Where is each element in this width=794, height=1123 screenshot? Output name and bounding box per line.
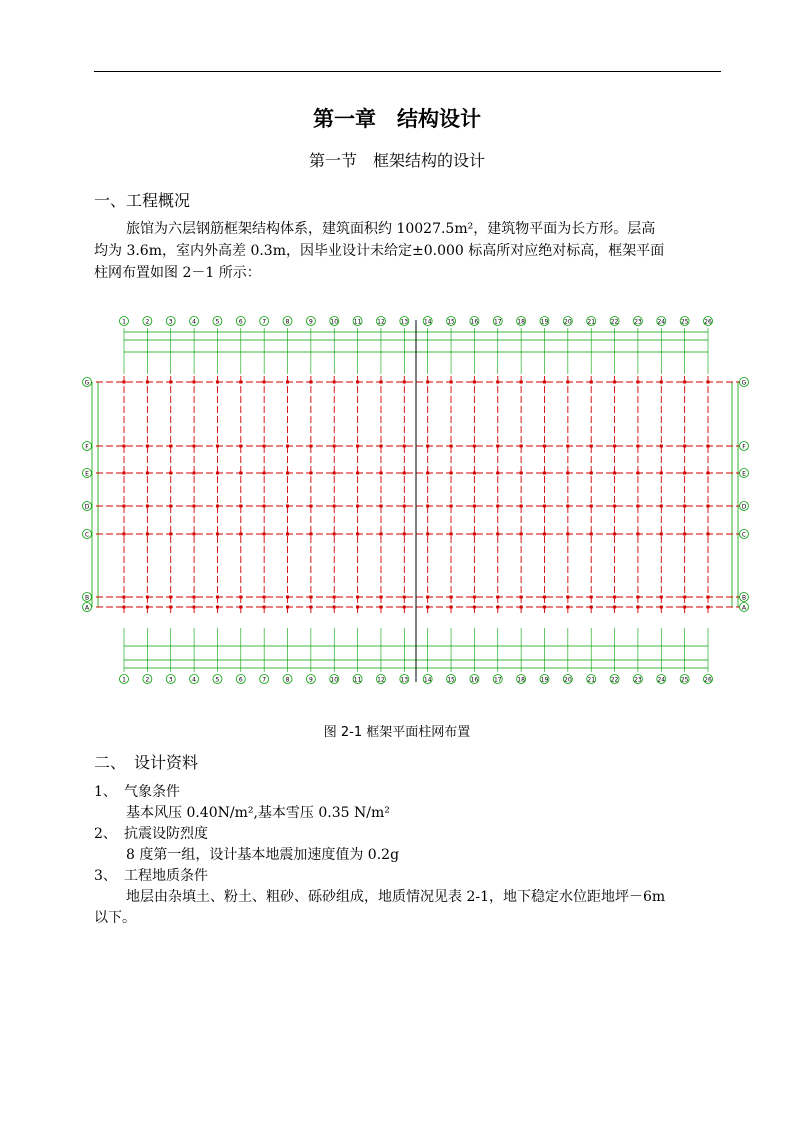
column-marker xyxy=(426,533,429,536)
column-marker xyxy=(123,596,126,599)
column-marker xyxy=(146,445,149,448)
column-marker xyxy=(566,445,569,448)
column-marker xyxy=(660,596,663,599)
column-marker xyxy=(239,505,242,508)
column-marker xyxy=(520,472,523,475)
axis-number-label: 26 xyxy=(704,318,712,326)
axis-letter-label: G xyxy=(741,379,747,387)
item-2-title: 抗震设防烈度 xyxy=(124,826,208,842)
column-marker xyxy=(473,606,476,609)
column-marker xyxy=(566,472,569,475)
figure-caption: 图 2-1 框架平面柱网布置 xyxy=(323,725,471,740)
column-marker xyxy=(543,381,546,384)
axis-number-label: 5 xyxy=(215,318,220,326)
axis-number-label: 7 xyxy=(262,676,267,684)
column-marker xyxy=(473,381,476,384)
column-marker xyxy=(193,596,196,599)
column-marker xyxy=(146,606,149,609)
axis-number-label: 13 xyxy=(400,318,409,326)
column-marker xyxy=(496,472,499,475)
column-marker xyxy=(263,596,266,599)
column-marker xyxy=(263,606,266,609)
column-marker xyxy=(636,445,639,448)
column-marker xyxy=(450,533,453,536)
axis-number-label: 3 xyxy=(168,318,173,326)
dimension-lines xyxy=(92,328,738,672)
part1-paragraph xyxy=(94,218,721,284)
column-marker xyxy=(543,533,546,536)
column-marker xyxy=(683,381,686,384)
item-1 xyxy=(94,782,180,802)
column-marker xyxy=(333,533,336,536)
item-3-detail: 地层由杂填土、粉土、粗砂、砾砂组成，地质情况见表 2-1，地下稳定水位距地坪－6m xyxy=(126,889,666,905)
column-marker xyxy=(520,596,523,599)
axis-number-label: 15 xyxy=(447,676,455,684)
axis-number-label: 21 xyxy=(587,676,596,684)
column-marker xyxy=(239,606,242,609)
column-marker xyxy=(613,505,616,508)
column-marker xyxy=(146,505,149,508)
axis-letter-label: E xyxy=(85,470,89,478)
column-marker xyxy=(566,533,569,536)
column-marker xyxy=(379,606,382,609)
column-marker xyxy=(473,533,476,536)
column-marker xyxy=(263,472,266,475)
column-marker xyxy=(520,606,523,609)
axis-letter-label: F xyxy=(85,443,89,451)
column-marker xyxy=(169,381,172,384)
axis-number-label: 17 xyxy=(493,676,502,684)
column-marker xyxy=(426,381,429,384)
column-marker xyxy=(707,505,710,508)
column-marker xyxy=(216,445,219,448)
column-marker xyxy=(520,533,523,536)
part1-line2: 均为 3.6m，室内外高差 0.3m，因毕业设计未给定±0.000 标高所对应绝对标高，框架平面 xyxy=(94,243,665,259)
column-marker xyxy=(379,381,382,384)
column-marker xyxy=(403,505,406,508)
axis-number-label: 7 xyxy=(262,318,267,326)
item-1-title: 气象条件 xyxy=(124,784,180,800)
column-marker xyxy=(590,533,593,536)
column-marker xyxy=(543,472,546,475)
item-3 xyxy=(94,866,208,886)
column-marker xyxy=(426,505,429,508)
column-marker xyxy=(660,445,663,448)
axis-number-label: 26 xyxy=(704,676,712,684)
axis-number-label: 1 xyxy=(122,318,126,326)
column-marker xyxy=(566,381,569,384)
column-marker xyxy=(286,505,289,508)
column-marker xyxy=(169,606,172,609)
column-marker xyxy=(123,381,126,384)
column-marker xyxy=(496,445,499,448)
column-marker xyxy=(426,596,429,599)
axis-number-label: 4 xyxy=(192,676,196,684)
column-marker xyxy=(379,533,382,536)
axis-letter-label: C xyxy=(84,531,90,539)
column-marker xyxy=(193,472,196,475)
axis-number-label: 24 xyxy=(657,318,666,326)
axis-letter-label: C xyxy=(741,531,747,539)
axis-number-label: 15 xyxy=(447,318,455,326)
column-marker xyxy=(543,606,546,609)
axis-number-label: 20 xyxy=(564,318,572,326)
column-marker xyxy=(636,381,639,384)
axis-number-label: 19 xyxy=(540,318,549,326)
column-marker xyxy=(590,445,593,448)
column-marker xyxy=(263,505,266,508)
header-rule xyxy=(94,71,721,72)
part1-line3: 柱网布置如图 2－1 所示： xyxy=(94,265,261,281)
column-marker xyxy=(333,606,336,609)
column-marker xyxy=(496,533,499,536)
column-marker xyxy=(239,596,242,599)
column-marker xyxy=(590,596,593,599)
part1-heading: 一、工程概况 xyxy=(94,191,191,210)
column-marker xyxy=(333,472,336,475)
column-marker xyxy=(123,606,126,609)
column-marker xyxy=(566,505,569,508)
axis-letter-label: F xyxy=(742,443,746,451)
column-marker xyxy=(123,505,126,508)
column-marker xyxy=(216,472,219,475)
column-marker xyxy=(520,505,523,508)
column-marker xyxy=(263,533,266,536)
column-marker xyxy=(263,445,266,448)
axis-number-label: 4 xyxy=(192,318,196,326)
column-marker xyxy=(169,472,172,475)
axis-number-label: 3 xyxy=(168,676,173,684)
part1-line1: 旅馆为六层钢筋框架结构体系，建筑面积约 10027.5m²，建筑物平面为长方形。层高 xyxy=(126,221,656,237)
axis-number-label: 9 xyxy=(308,318,313,326)
column-marker xyxy=(660,472,663,475)
axis-number-label: 1 xyxy=(122,676,126,684)
column-marker xyxy=(566,606,569,609)
column-marker xyxy=(636,596,639,599)
column-marker xyxy=(146,472,149,475)
column-marker xyxy=(356,381,359,384)
axis-letter-label: G xyxy=(84,379,90,387)
item-1-number: 1、 xyxy=(94,784,117,800)
axis-number-label: 22 xyxy=(610,676,619,684)
column-marker xyxy=(169,596,172,599)
column-marker xyxy=(707,533,710,536)
column-marker xyxy=(450,606,453,609)
column-marker xyxy=(707,472,710,475)
grid-lines xyxy=(96,320,740,682)
column-marker xyxy=(450,445,453,448)
axis-number-label: 24 xyxy=(657,676,666,684)
column-marker xyxy=(239,445,242,448)
column-marker xyxy=(379,445,382,448)
column-marker xyxy=(123,533,126,536)
axis-number-label: 2 xyxy=(145,318,150,326)
column-marker xyxy=(379,596,382,599)
axis-letter-label: D xyxy=(84,503,90,511)
column-marker xyxy=(239,381,242,384)
axis-number-label: 5 xyxy=(215,676,220,684)
column-marker xyxy=(590,472,593,475)
column-marker xyxy=(379,505,382,508)
column-marker xyxy=(356,445,359,448)
column-marker xyxy=(613,606,616,609)
column-marker xyxy=(239,472,242,475)
column-marker xyxy=(473,596,476,599)
column-marker xyxy=(613,596,616,599)
column-marker xyxy=(636,505,639,508)
axis-letter-label: A xyxy=(741,604,747,612)
column-marker xyxy=(683,472,686,475)
column-marker xyxy=(286,596,289,599)
column-marker xyxy=(590,606,593,609)
column-marker xyxy=(590,505,593,508)
column-marker xyxy=(263,381,266,384)
axis-letter-label: E xyxy=(742,470,746,478)
column-marker xyxy=(543,596,546,599)
section-title: 第一节 框架结构的设计 xyxy=(308,151,485,170)
column-marker xyxy=(707,381,710,384)
column-marker xyxy=(566,596,569,599)
column-marker xyxy=(660,505,663,508)
axis-number-label: 12 xyxy=(377,676,385,684)
column-marker xyxy=(520,445,523,448)
column-marker xyxy=(286,472,289,475)
column-marker xyxy=(403,472,406,475)
axis-number-label: 20 xyxy=(564,676,572,684)
column-marker xyxy=(193,505,196,508)
column-marker xyxy=(123,472,126,475)
axis-number-label: 17 xyxy=(493,318,502,326)
column-marker xyxy=(450,505,453,508)
column-marker xyxy=(193,381,196,384)
column-marker xyxy=(426,472,429,475)
column-marker xyxy=(613,533,616,536)
column-marker xyxy=(660,533,663,536)
column-marker xyxy=(660,381,663,384)
column-marker xyxy=(450,381,453,384)
column-marker xyxy=(309,533,312,536)
column-marker xyxy=(309,606,312,609)
column-marker xyxy=(309,445,312,448)
axis-number-label: 6 xyxy=(238,318,243,326)
axis-number-label: 16 xyxy=(470,318,479,326)
column-marker xyxy=(473,505,476,508)
item-3-number: 3、 xyxy=(94,868,117,884)
column-marker xyxy=(169,505,172,508)
column-marker xyxy=(403,606,406,609)
column-marker xyxy=(683,533,686,536)
column-marker xyxy=(356,505,359,508)
column-marker xyxy=(426,606,429,609)
column-marker xyxy=(146,533,149,536)
column-marker xyxy=(660,606,663,609)
column-marker xyxy=(309,596,312,599)
column-marker xyxy=(333,381,336,384)
axis-number-label: 8 xyxy=(285,318,290,326)
column-marker xyxy=(636,472,639,475)
axis-number-label: 22 xyxy=(610,318,619,326)
axis-letter-label: B xyxy=(84,594,90,602)
axis-number-label: 10 xyxy=(330,318,339,326)
column-marker xyxy=(403,445,406,448)
axis-letter-label: D xyxy=(741,503,747,511)
column-marker xyxy=(683,596,686,599)
column-marker xyxy=(636,606,639,609)
column-marker xyxy=(707,596,710,599)
column-marker xyxy=(683,505,686,508)
axis-number-label: 11 xyxy=(353,318,362,326)
column-marker xyxy=(356,606,359,609)
column-marker xyxy=(333,505,336,508)
column-marker xyxy=(520,381,523,384)
axis-number-label: 21 xyxy=(587,318,596,326)
column-marker xyxy=(496,381,499,384)
column-marker xyxy=(286,445,289,448)
column-marker xyxy=(403,596,406,599)
column-marker xyxy=(707,606,710,609)
column-marker xyxy=(450,596,453,599)
column-marker xyxy=(473,472,476,475)
column-marker xyxy=(590,381,593,384)
column-marker xyxy=(496,606,499,609)
column-marker xyxy=(216,381,219,384)
column-marker xyxy=(426,445,429,448)
column-marker xyxy=(216,606,219,609)
column-marker xyxy=(286,533,289,536)
part2-heading: 二、 设计资料 xyxy=(94,753,199,772)
axis-number-label: 25 xyxy=(680,318,689,326)
axis-number-label: 23 xyxy=(634,318,642,326)
column-marker xyxy=(216,505,219,508)
column-marker xyxy=(450,472,453,475)
column-marker xyxy=(123,445,126,448)
column-marker xyxy=(193,606,196,609)
column-marker xyxy=(309,381,312,384)
column-marker xyxy=(286,606,289,609)
axis-number-label: 14 xyxy=(423,676,432,684)
column-marker xyxy=(356,472,359,475)
column-marker xyxy=(707,445,710,448)
column-marker xyxy=(403,381,406,384)
axis-number-label: 19 xyxy=(540,676,549,684)
axis-number-label: 10 xyxy=(330,676,339,684)
column-marker xyxy=(169,533,172,536)
axis-number-label: 13 xyxy=(400,676,409,684)
axis-number-label: 11 xyxy=(353,676,362,684)
column-grid-plan xyxy=(82,312,754,690)
column-marker xyxy=(403,533,406,536)
axis-number-label: 25 xyxy=(680,676,689,684)
column-marker xyxy=(613,472,616,475)
column-marker xyxy=(309,472,312,475)
axis-number-label: 16 xyxy=(470,676,479,684)
column-marker xyxy=(496,505,499,508)
column-marker xyxy=(379,472,382,475)
item-3-detail-cont: 以下。 xyxy=(94,910,136,926)
column-marker xyxy=(286,381,289,384)
axis-number-label: 9 xyxy=(308,676,313,684)
chapter-title: 第一章 结构设计 xyxy=(313,107,481,131)
column-marker xyxy=(239,533,242,536)
column-marker xyxy=(333,445,336,448)
column-marker xyxy=(146,596,149,599)
column-marker xyxy=(496,596,499,599)
axis-number-label: 8 xyxy=(285,676,290,684)
column-marker xyxy=(146,381,149,384)
column-marker xyxy=(543,445,546,448)
column-marker xyxy=(193,445,196,448)
column-marker xyxy=(636,533,639,536)
axis-letter-label: A xyxy=(84,604,90,612)
axis-number-label: 18 xyxy=(517,676,525,684)
axis-number-label: 14 xyxy=(423,318,432,326)
item-2-number: 2、 xyxy=(94,826,117,842)
column-marker xyxy=(333,596,336,599)
column-marker xyxy=(683,606,686,609)
axis-number-label: 23 xyxy=(634,676,642,684)
column-marker xyxy=(356,533,359,536)
column-marker xyxy=(613,381,616,384)
axis-number-label: 6 xyxy=(238,676,243,684)
item-3-title: 工程地质条件 xyxy=(124,868,208,884)
column-marker xyxy=(356,596,359,599)
axis-number-label: 18 xyxy=(517,318,525,326)
column-marker xyxy=(193,533,196,536)
column-marker xyxy=(309,505,312,508)
item-2-detail: 8 度第一组，设计基本地震加速度值为 0.2g xyxy=(126,847,400,863)
column-marker xyxy=(216,596,219,599)
column-marker xyxy=(543,505,546,508)
column-marker xyxy=(683,445,686,448)
item-1-detail: 基本风压 0.40N/m²,基本雪压 0.35 N/m² xyxy=(126,805,390,821)
axis-letter-label: B xyxy=(741,594,747,602)
column-marker xyxy=(473,445,476,448)
column-marker xyxy=(216,533,219,536)
column-marker xyxy=(169,445,172,448)
axis-number-label: 2 xyxy=(145,676,150,684)
item-2 xyxy=(94,824,208,844)
column-marker xyxy=(613,445,616,448)
axis-number-label: 12 xyxy=(377,318,385,326)
